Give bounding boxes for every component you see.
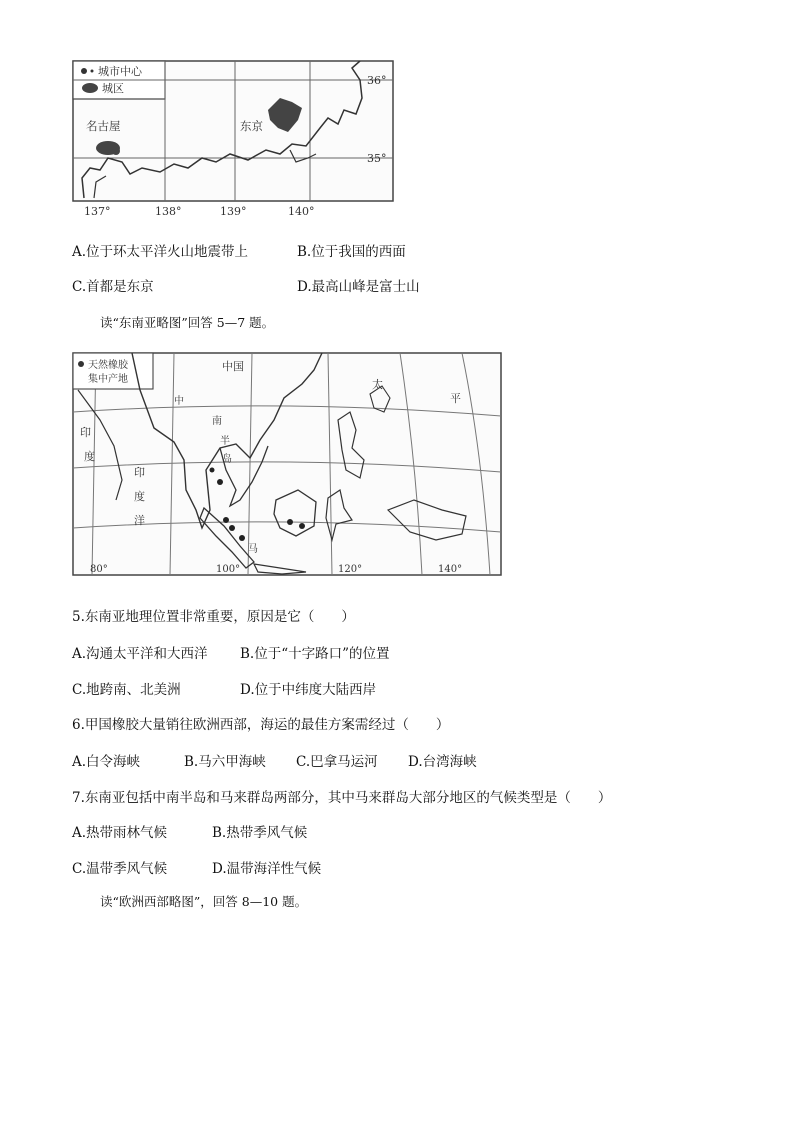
lon-80-label: 80°	[90, 564, 108, 575]
q4-option-b: B.位于我国的西面	[297, 244, 406, 260]
q6-option-a: A.白令海峡	[72, 754, 141, 770]
japan-map	[70, 58, 400, 220]
q5-option-c: C.地跨南、北美洲	[72, 682, 181, 698]
city-center-legend-icon	[81, 68, 87, 74]
india-char-1: 印	[80, 426, 91, 439]
lat-36-label: 36°	[367, 74, 387, 87]
q4-option-c: C.首都是东京	[72, 279, 154, 295]
q7-option-c: C.温带季风气候	[72, 861, 168, 877]
lon-137-label: 137°	[84, 205, 111, 218]
rubber-legend-icon	[78, 361, 84, 367]
lon-138-label: 138°	[155, 205, 182, 218]
q6-option-b: B.马六甲海峡	[184, 754, 266, 770]
peninsula-char-1: 中	[174, 396, 184, 407]
q4-option-a: A.位于环太平洋火山地震带上	[72, 244, 249, 260]
legend-city-center: 城市中心	[98, 65, 142, 78]
q7-stem: 7.东南亚包括中南半岛和马来群岛两部分，其中马来群岛大部分地区的气候类型是（ ）	[72, 790, 612, 806]
q4-option-d: D.最高山峰是富士山	[297, 279, 420, 295]
southeast-asia-map	[70, 350, 504, 580]
peninsula-char-3: 半	[220, 436, 230, 447]
q6-option-c: C.巴拿马运河	[296, 754, 378, 770]
intro-5-7: 读“东南亚略图”回答 5—7 题。	[100, 315, 275, 330]
pacific-char-1: 太	[372, 378, 383, 391]
q6-stem: 6.甲国橡胶大量销往欧洲西部，海运的最佳方案需经过（ ）	[72, 717, 450, 733]
legend-line-2: 集中产地	[88, 374, 128, 385]
legend-line-1: 天然橡胶	[88, 360, 128, 371]
indian-ocean-char-3: 洋	[134, 514, 145, 527]
q7-option-b: B.热带季风气候	[212, 825, 308, 841]
india-char-2: 度	[84, 450, 95, 463]
q6-option-d: D.台湾海峡	[408, 754, 477, 770]
q7-option-d: D.温带海洋性气候	[212, 861, 322, 877]
lon-100-label: 100°	[216, 564, 241, 575]
lon-120-label: 120°	[338, 564, 363, 575]
urban-area-legend-icon	[82, 83, 98, 93]
q5-option-a: A.沟通太平洋和大西洋	[72, 646, 208, 662]
indian-ocean-char-1: 印	[134, 466, 145, 479]
pacific-char-2: 平	[450, 392, 461, 405]
q5-stem: 5.东南亚地理位置非常重要，原因是它（ ）	[72, 609, 355, 625]
china-label: 中国	[222, 360, 244, 373]
lat-35-label: 35°	[367, 152, 387, 165]
legend-urban-area: 城区	[102, 82, 124, 95]
lon-140-label: 140°	[288, 205, 315, 218]
q5-option-d: D.位于中纬度大陆西岸	[240, 682, 377, 698]
lon-140-label: 140°	[438, 564, 463, 575]
q7-option-a: A.热带雨林气候	[72, 825, 168, 841]
indian-ocean-char-2: 度	[134, 490, 145, 503]
tokyo-label: 东京	[240, 119, 263, 133]
peninsula-char-2: 南	[212, 416, 222, 427]
lon-139-label: 139°	[220, 205, 247, 218]
q5-option-b: B.位于“十字路口”的位置	[240, 646, 390, 662]
peninsula-char-4: 岛	[222, 454, 232, 465]
nagoya-label: 名古屋	[86, 119, 121, 133]
malay-char: 马	[248, 544, 258, 555]
intro-8-10: 读“欧洲西部略图”，回答 8—10 题。	[100, 894, 308, 909]
